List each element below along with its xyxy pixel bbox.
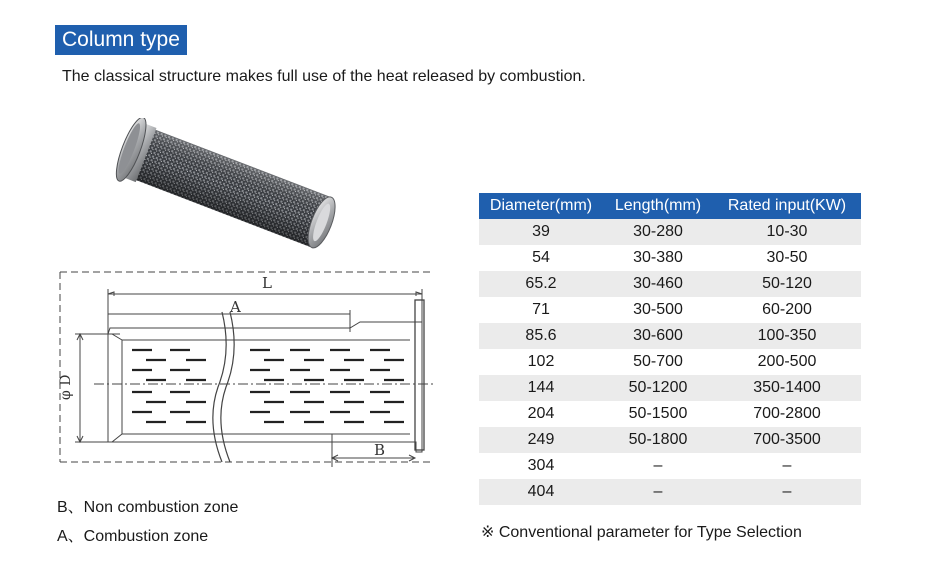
cell-length: 50-1200 [603, 375, 713, 401]
cell-length: – [603, 453, 713, 479]
table-footnote: ※ Conventional parameter for Type Selection [481, 524, 802, 541]
header-diameter: Diameter(mm) [479, 193, 603, 219]
dimension-label-d: φ D [58, 374, 74, 400]
cell-diameter: 85.6 [479, 323, 603, 349]
cell-diameter: 54 [479, 245, 603, 271]
cell-diameter: 71 [479, 297, 603, 323]
cell-length: 30-280 [603, 219, 713, 245]
cell-diameter: 65.2 [479, 271, 603, 297]
legend-non-combustion-zone: B、Non combustion zone [57, 499, 239, 516]
cell-rated-input: 50-120 [713, 271, 861, 297]
cell-diameter: 404 [479, 479, 603, 505]
cell-length: 30-460 [603, 271, 713, 297]
cell-length: 50-1500 [603, 401, 713, 427]
cell-rated-input: – [713, 479, 861, 505]
cell-rated-input: 200-500 [713, 349, 861, 375]
cell-diameter: 39 [479, 219, 603, 245]
cell-length: – [603, 479, 713, 505]
cell-diameter: 144 [479, 375, 603, 401]
table-row [479, 479, 861, 505]
cell-rated-input: 10-30 [713, 219, 861, 245]
dimension-label-a: A [230, 298, 241, 316]
cell-diameter: 102 [479, 349, 603, 375]
table-row [479, 271, 861, 297]
table-row [479, 453, 861, 479]
cell-length: 30-500 [603, 297, 713, 323]
table-row [479, 401, 861, 427]
cell-rated-input: 100-350 [713, 323, 861, 349]
table-row [479, 323, 861, 349]
cell-diameter: 204 [479, 401, 603, 427]
cell-length: 50-700 [603, 349, 713, 375]
cell-rated-input: 700-2800 [713, 401, 861, 427]
table-row [479, 427, 861, 453]
dimension-label-b: B [374, 441, 386, 459]
cell-rated-input: – [713, 453, 861, 479]
specification-table [479, 193, 861, 505]
cell-rated-input: 700-3500 [713, 427, 861, 453]
cell-length: 30-380 [603, 245, 713, 271]
cell-length: 50-1800 [603, 427, 713, 453]
legend-combustion-zone: A、Combustion zone [57, 528, 209, 545]
header-length: Length(mm) [603, 193, 713, 219]
cell-rated-input: 60-200 [713, 297, 861, 323]
section-title: Column type [55, 25, 187, 55]
table-row [479, 297, 861, 323]
header-rated-input: Rated input(KW) [713, 193, 861, 219]
table-header-row [479, 193, 861, 219]
table-row [479, 375, 861, 401]
table-row [479, 245, 861, 271]
dimension-label-l: L [262, 274, 272, 292]
burner-technical-drawing [50, 262, 440, 477]
cell-diameter: 304 [479, 453, 603, 479]
cell-length: 30-600 [603, 323, 713, 349]
section-description: The classical structure makes full use of the heat released by combustion. [62, 68, 586, 85]
table-row [479, 349, 861, 375]
cell-rated-input: 30-50 [713, 245, 861, 271]
cell-diameter: 249 [479, 427, 603, 453]
burner-photo [102, 118, 362, 258]
cell-rated-input: 350-1400 [713, 375, 861, 401]
table-row [479, 219, 861, 245]
